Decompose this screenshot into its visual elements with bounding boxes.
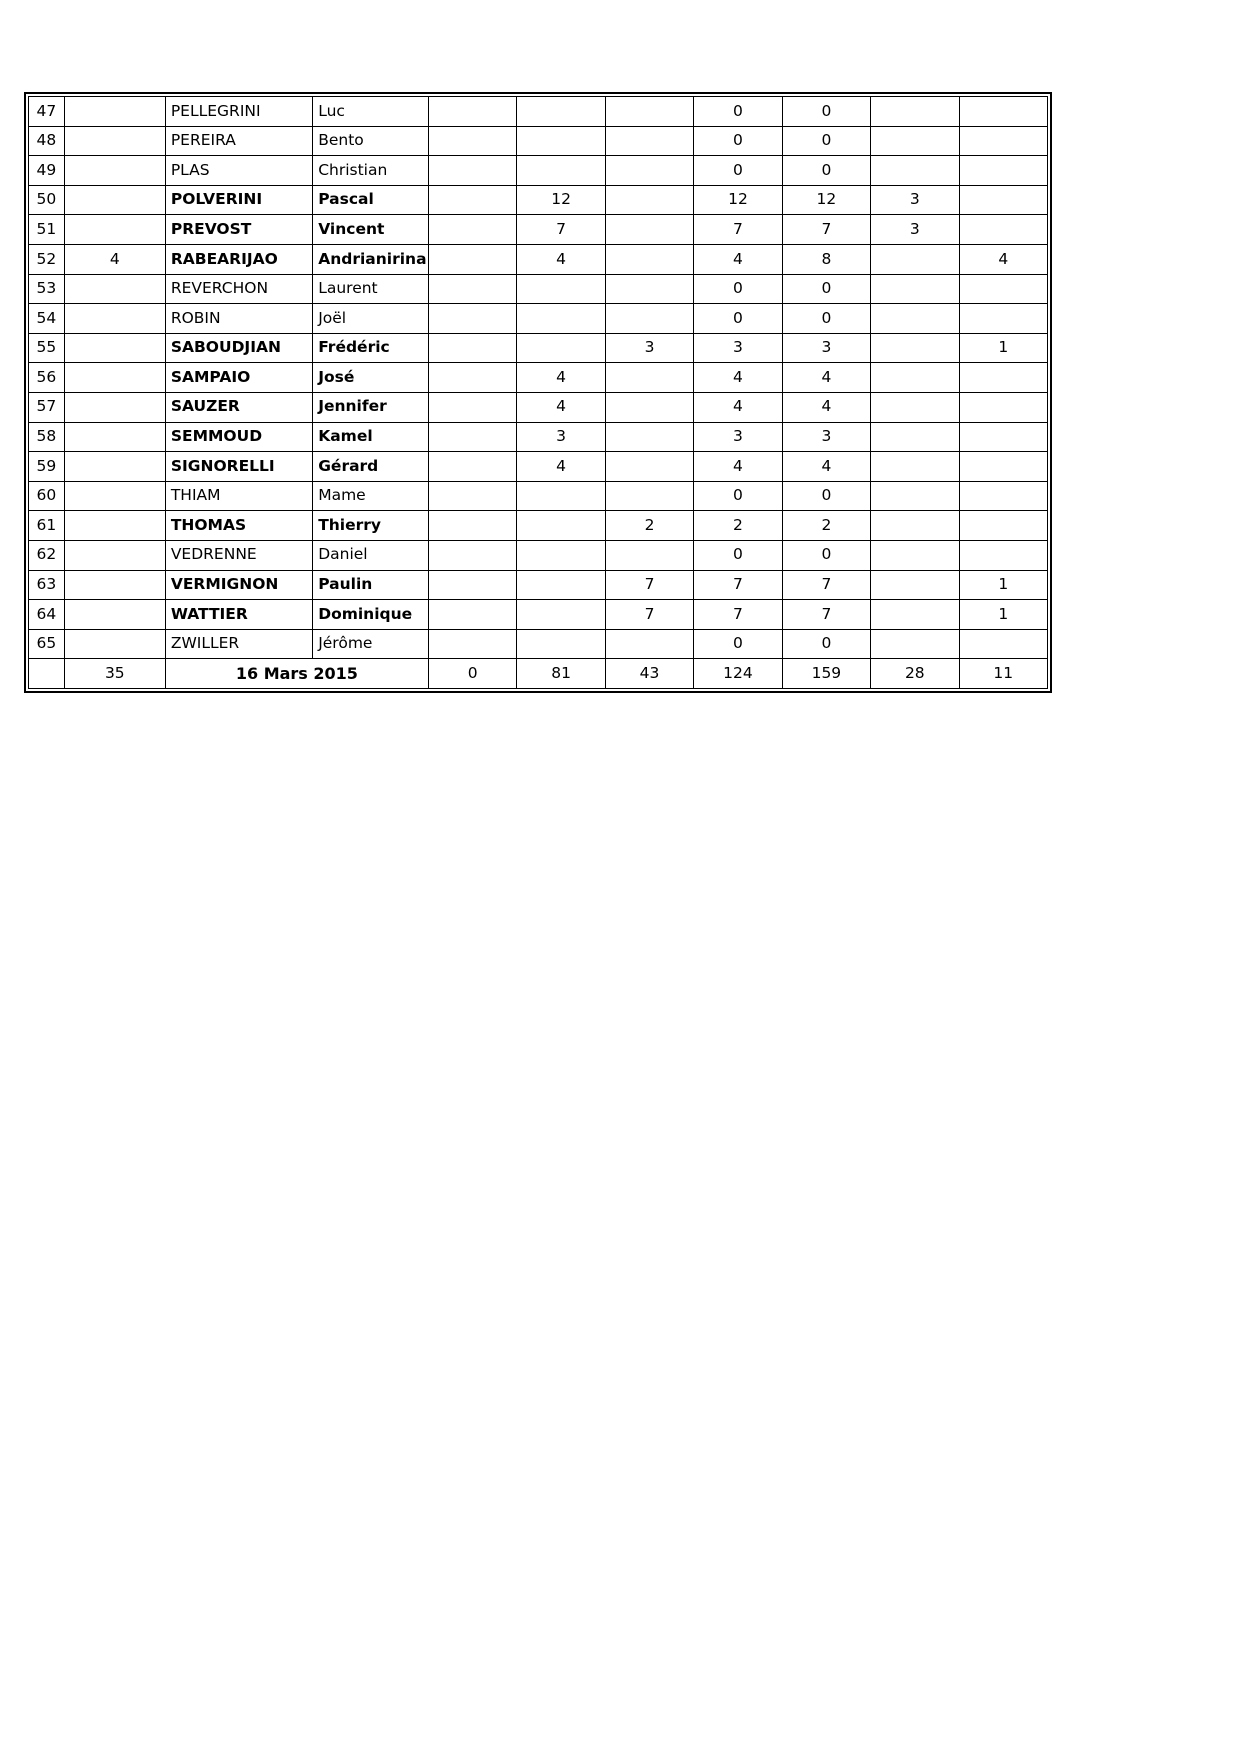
- cell-first-name: Mame: [313, 481, 429, 511]
- cell-points-bonus: [64, 215, 165, 245]
- table-row: [29, 244, 1048, 274]
- cell-last-name: WATTIER: [165, 600, 312, 630]
- cell-col-a: [428, 126, 516, 156]
- cell-rank: 55: [29, 333, 65, 363]
- table-row: [29, 185, 1048, 215]
- cell-col-f: [871, 511, 959, 541]
- cell-col-e: 7: [782, 215, 870, 245]
- cell-points-bonus: [64, 97, 165, 127]
- cell-rank: 54: [29, 304, 65, 334]
- cell-first-name: Frédéric: [313, 333, 429, 363]
- table-row: [29, 481, 1048, 511]
- cell-first-name: Thierry: [313, 511, 429, 541]
- cell-col-a: [428, 363, 516, 393]
- cell-col-b: 4: [517, 363, 605, 393]
- cell-col-g: [959, 452, 1047, 482]
- cell-rank: 61: [29, 511, 65, 541]
- cell-col-f: 3: [871, 215, 959, 245]
- cell-col-e: 4: [782, 363, 870, 393]
- table-row: [29, 570, 1048, 600]
- cell-col-b: [517, 156, 605, 186]
- cell-col-c: [605, 97, 693, 127]
- cell-points-bonus: [64, 156, 165, 186]
- totals-col-d: 124: [694, 659, 782, 689]
- totals-col-f: 28: [871, 659, 959, 689]
- table-row: [29, 392, 1048, 422]
- table-row: [29, 304, 1048, 334]
- totals-date-label: 16 Mars 2015: [165, 659, 428, 689]
- cell-col-f: [871, 156, 959, 186]
- cell-last-name: REVERCHON: [165, 274, 312, 304]
- cell-points-bonus: [64, 304, 165, 334]
- cell-col-e: 0: [782, 97, 870, 127]
- cell-col-f: [871, 363, 959, 393]
- cell-col-f: [871, 333, 959, 363]
- cell-rank: 48: [29, 126, 65, 156]
- cell-col-b: [517, 540, 605, 570]
- cell-points-bonus: [64, 392, 165, 422]
- cell-last-name: SAUZER: [165, 392, 312, 422]
- cell-col-b: [517, 274, 605, 304]
- cell-col-c: [605, 304, 693, 334]
- cell-col-a: [428, 600, 516, 630]
- cell-col-c: 3: [605, 333, 693, 363]
- cell-points-bonus: [64, 600, 165, 630]
- table-row: [29, 511, 1048, 541]
- table-row: [29, 629, 1048, 659]
- cell-points-bonus: [64, 481, 165, 511]
- cell-col-e: 3: [782, 333, 870, 363]
- table-row: [29, 126, 1048, 156]
- cell-col-g: [959, 274, 1047, 304]
- cell-col-a: [428, 481, 516, 511]
- cell-first-name: Dominique: [313, 600, 429, 630]
- totals-col-a: 0: [428, 659, 516, 689]
- cell-last-name: PELLEGRINI: [165, 97, 312, 127]
- cell-col-b: [517, 511, 605, 541]
- cell-col-g: [959, 363, 1047, 393]
- cell-rank: 57: [29, 392, 65, 422]
- cell-col-g: [959, 97, 1047, 127]
- cell-last-name: SABOUDJIAN: [165, 333, 312, 363]
- cell-points-bonus: 4: [64, 244, 165, 274]
- cell-col-b: 12: [517, 185, 605, 215]
- cell-col-d: 12: [694, 185, 782, 215]
- cell-last-name: PREVOST: [165, 215, 312, 245]
- cell-points-bonus: [64, 185, 165, 215]
- cell-col-c: [605, 392, 693, 422]
- cell-col-c: [605, 185, 693, 215]
- cell-points-bonus: [64, 274, 165, 304]
- cell-last-name: SAMPAIO: [165, 363, 312, 393]
- totals-col-g: 11: [959, 659, 1047, 689]
- cell-first-name: Jérôme: [313, 629, 429, 659]
- cell-col-d: 3: [694, 422, 782, 452]
- cell-col-f: 3: [871, 185, 959, 215]
- cell-col-a: [428, 422, 516, 452]
- cell-col-a: [428, 452, 516, 482]
- cell-col-e: 4: [782, 452, 870, 482]
- cell-points-bonus: [64, 422, 165, 452]
- cell-col-c: [605, 481, 693, 511]
- table-row: [29, 215, 1048, 245]
- cell-col-d: 7: [694, 600, 782, 630]
- cell-col-a: [428, 629, 516, 659]
- cell-last-name: VEDRENNE: [165, 540, 312, 570]
- cell-rank: 65: [29, 629, 65, 659]
- cell-col-e: 0: [782, 274, 870, 304]
- cell-col-g: [959, 540, 1047, 570]
- cell-col-d: 0: [694, 629, 782, 659]
- cell-col-b: 3: [517, 422, 605, 452]
- cell-rank: 58: [29, 422, 65, 452]
- cell-last-name: SIGNORELLI: [165, 452, 312, 482]
- cell-first-name: Jennifer: [313, 392, 429, 422]
- cell-col-e: 7: [782, 600, 870, 630]
- cell-col-e: 0: [782, 540, 870, 570]
- cell-col-b: [517, 304, 605, 334]
- cell-col-a: [428, 570, 516, 600]
- table-row: [29, 540, 1048, 570]
- cell-col-d: 4: [694, 363, 782, 393]
- cell-col-f: [871, 452, 959, 482]
- cell-col-c: [605, 274, 693, 304]
- cell-col-d: 0: [694, 156, 782, 186]
- cell-col-a: [428, 274, 516, 304]
- cell-col-g: [959, 422, 1047, 452]
- table-row: [29, 422, 1048, 452]
- cell-col-e: 0: [782, 304, 870, 334]
- cell-col-g: [959, 126, 1047, 156]
- cell-col-c: [605, 156, 693, 186]
- cell-col-g: [959, 481, 1047, 511]
- cell-col-a: [428, 511, 516, 541]
- cell-col-g: [959, 511, 1047, 541]
- cell-col-e: 12: [782, 185, 870, 215]
- cell-col-b: 7: [517, 215, 605, 245]
- cell-first-name: Daniel: [313, 540, 429, 570]
- cell-col-d: 2: [694, 511, 782, 541]
- cell-col-d: 4: [694, 452, 782, 482]
- cell-rank: 50: [29, 185, 65, 215]
- cell-col-d: 7: [694, 570, 782, 600]
- table-row: [29, 600, 1048, 630]
- cell-first-name: Gérard: [313, 452, 429, 482]
- cell-col-f: [871, 304, 959, 334]
- cell-col-f: [871, 422, 959, 452]
- cell-col-e: 0: [782, 481, 870, 511]
- cell-col-a: [428, 156, 516, 186]
- cell-col-f: [871, 629, 959, 659]
- cell-rank: 52: [29, 244, 65, 274]
- cell-col-g: [959, 304, 1047, 334]
- cell-last-name: ZWILLER: [165, 629, 312, 659]
- cell-col-b: [517, 481, 605, 511]
- totals-rank: [29, 659, 65, 689]
- cell-last-name: RABEARIJAO: [165, 244, 312, 274]
- cell-col-d: 0: [694, 274, 782, 304]
- cell-first-name: Christian: [313, 156, 429, 186]
- cell-col-b: [517, 97, 605, 127]
- cell-col-a: [428, 97, 516, 127]
- cell-first-name: Andrianirina: [313, 244, 429, 274]
- cell-col-d: 0: [694, 540, 782, 570]
- cell-col-b: 4: [517, 244, 605, 274]
- cell-col-f: [871, 97, 959, 127]
- results-table-container: [24, 92, 1052, 693]
- cell-col-a: [428, 540, 516, 570]
- cell-col-g: 1: [959, 600, 1047, 630]
- table-row: [29, 156, 1048, 186]
- cell-col-d: 0: [694, 97, 782, 127]
- cell-rank: 53: [29, 274, 65, 304]
- cell-last-name: VERMIGNON: [165, 570, 312, 600]
- cell-col-f: [871, 392, 959, 422]
- cell-last-name: THIAM: [165, 481, 312, 511]
- cell-col-c: [605, 452, 693, 482]
- cell-first-name: Kamel: [313, 422, 429, 452]
- results-table-body: [29, 97, 1048, 689]
- cell-first-name: Paulin: [313, 570, 429, 600]
- cell-col-c: 2: [605, 511, 693, 541]
- cell-col-a: [428, 244, 516, 274]
- cell-col-d: 7: [694, 215, 782, 245]
- cell-rank: 59: [29, 452, 65, 482]
- cell-first-name: Bento: [313, 126, 429, 156]
- cell-rank: 47: [29, 97, 65, 127]
- cell-col-g: 4: [959, 244, 1047, 274]
- cell-col-f: [871, 600, 959, 630]
- cell-col-a: [428, 304, 516, 334]
- table-row: [29, 363, 1048, 393]
- cell-col-g: [959, 392, 1047, 422]
- cell-col-e: 7: [782, 570, 870, 600]
- cell-last-name: THOMAS: [165, 511, 312, 541]
- cell-col-b: [517, 600, 605, 630]
- cell-col-d: 0: [694, 481, 782, 511]
- cell-col-e: 8: [782, 244, 870, 274]
- cell-last-name: SEMMOUD: [165, 422, 312, 452]
- cell-points-bonus: [64, 540, 165, 570]
- cell-col-e: 0: [782, 156, 870, 186]
- totals-row: [29, 659, 1048, 689]
- cell-col-c: [605, 422, 693, 452]
- cell-col-c: [605, 540, 693, 570]
- cell-rank: 56: [29, 363, 65, 393]
- cell-col-c: 7: [605, 600, 693, 630]
- cell-col-a: [428, 333, 516, 363]
- cell-first-name: Laurent: [313, 274, 429, 304]
- cell-col-f: [871, 126, 959, 156]
- cell-rank: 64: [29, 600, 65, 630]
- cell-points-bonus: [64, 363, 165, 393]
- cell-rank: 63: [29, 570, 65, 600]
- cell-col-g: [959, 629, 1047, 659]
- cell-col-c: [605, 244, 693, 274]
- cell-col-e: 4: [782, 392, 870, 422]
- cell-col-f: [871, 274, 959, 304]
- cell-col-g: [959, 185, 1047, 215]
- cell-last-name: PLAS: [165, 156, 312, 186]
- cell-col-e: 0: [782, 629, 870, 659]
- cell-last-name: POLVERINI: [165, 185, 312, 215]
- cell-first-name: Luc: [313, 97, 429, 127]
- totals-points-bonus: 35: [64, 659, 165, 689]
- cell-col-f: [871, 481, 959, 511]
- cell-points-bonus: [64, 511, 165, 541]
- cell-col-a: [428, 392, 516, 422]
- cell-first-name: Pascal: [313, 185, 429, 215]
- cell-col-a: [428, 215, 516, 245]
- cell-col-g: [959, 156, 1047, 186]
- cell-col-e: 2: [782, 511, 870, 541]
- totals-col-c: 43: [605, 659, 693, 689]
- cell-col-b: [517, 126, 605, 156]
- table-row: [29, 97, 1048, 127]
- table-row: [29, 274, 1048, 304]
- cell-col-e: 0: [782, 126, 870, 156]
- cell-col-g: 1: [959, 333, 1047, 363]
- cell-col-g: 1: [959, 570, 1047, 600]
- cell-col-f: [871, 540, 959, 570]
- cell-col-c: 7: [605, 570, 693, 600]
- cell-col-g: [959, 215, 1047, 245]
- table-row: [29, 333, 1048, 363]
- cell-col-b: [517, 570, 605, 600]
- cell-points-bonus: [64, 126, 165, 156]
- cell-rank: 60: [29, 481, 65, 511]
- cell-points-bonus: [64, 333, 165, 363]
- cell-col-c: [605, 126, 693, 156]
- cell-rank: 49: [29, 156, 65, 186]
- cell-col-a: [428, 185, 516, 215]
- cell-first-name: Vincent: [313, 215, 429, 245]
- cell-col-d: 4: [694, 244, 782, 274]
- cell-last-name: ROBIN: [165, 304, 312, 334]
- cell-col-d: 3: [694, 333, 782, 363]
- totals-col-b: 81: [517, 659, 605, 689]
- table-row: [29, 452, 1048, 482]
- cell-rank: 51: [29, 215, 65, 245]
- cell-col-b: [517, 333, 605, 363]
- cell-col-d: 0: [694, 304, 782, 334]
- cell-points-bonus: [64, 629, 165, 659]
- cell-col-b: 4: [517, 452, 605, 482]
- cell-col-d: 4: [694, 392, 782, 422]
- cell-rank: 62: [29, 540, 65, 570]
- cell-col-f: [871, 244, 959, 274]
- cell-col-b: [517, 629, 605, 659]
- cell-first-name: José: [313, 363, 429, 393]
- cell-col-f: [871, 570, 959, 600]
- cell-col-b: 4: [517, 392, 605, 422]
- cell-col-d: 0: [694, 126, 782, 156]
- cell-col-c: [605, 215, 693, 245]
- cell-first-name: Joël: [313, 304, 429, 334]
- totals-col-e: 159: [782, 659, 870, 689]
- cell-last-name: PEREIRA: [165, 126, 312, 156]
- cell-col-c: [605, 363, 693, 393]
- cell-points-bonus: [64, 452, 165, 482]
- cell-col-e: 3: [782, 422, 870, 452]
- results-table: [28, 96, 1048, 689]
- cell-col-c: [605, 629, 693, 659]
- cell-points-bonus: [64, 570, 165, 600]
